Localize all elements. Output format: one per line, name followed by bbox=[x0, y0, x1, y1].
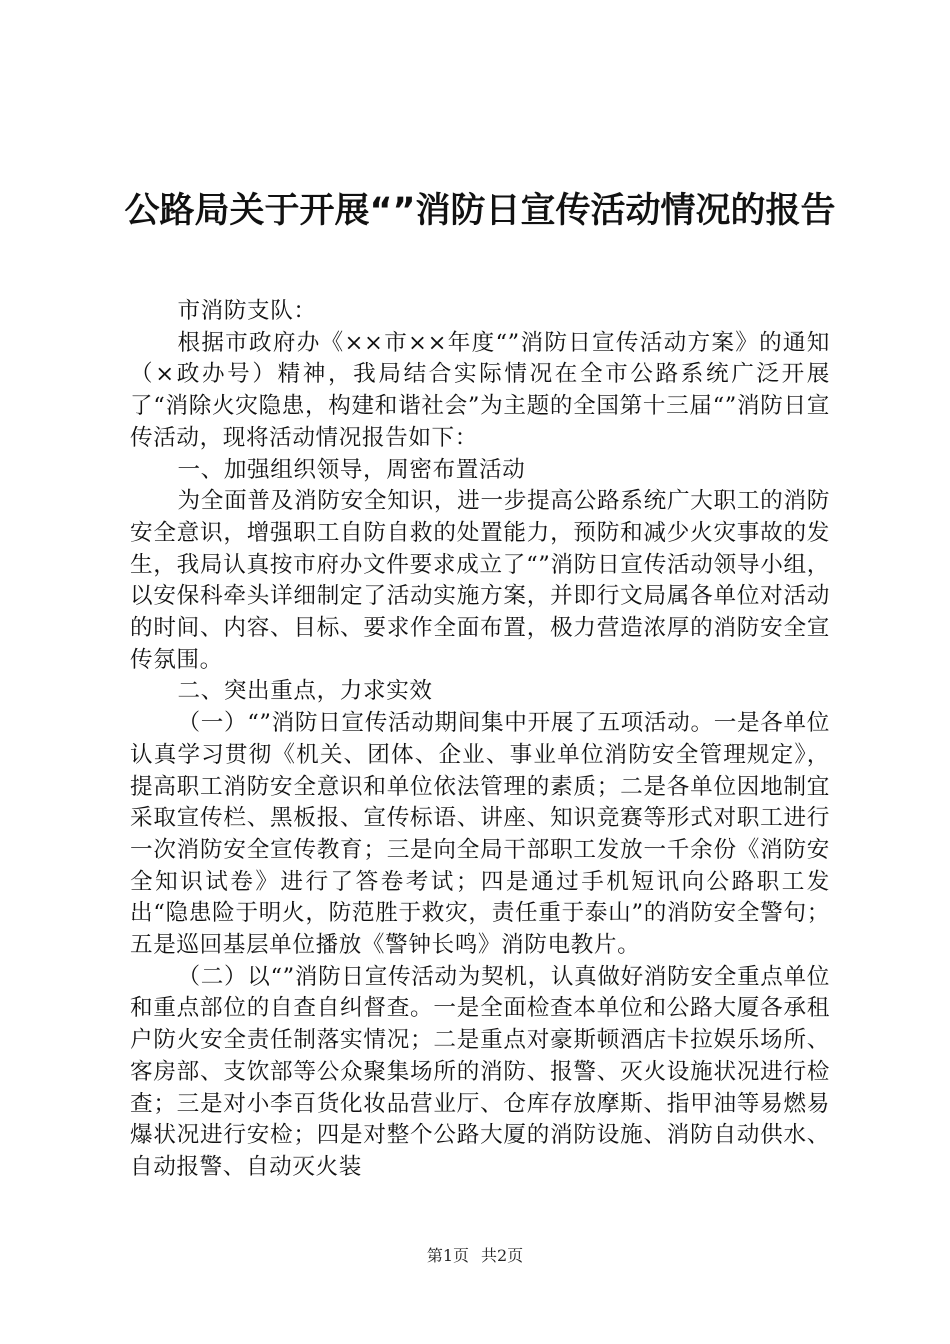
paragraph-section-1: 为全面普及消防安全知识，进一步提高公路系统广大职工的消防安全意识，增强职工自防自救的处置能力，预防和减少火灾事故的发生，我局认真按市府办文件要求成立了“”消防日宣传活动领导小组，以安保科牵头详细制定了活动实施方案，并即行文局属各单位对活动的时间、内容、目标、要求作全面布置，极力营造浓厚的消防安全宣传氛围。 bbox=[130, 488, 830, 673]
section-heading-1: 一、加强组织领导，周密布置活动 bbox=[177, 456, 526, 483]
document-title: 公路局关于开展“”消防日宣传活动情况的报告 bbox=[124, 191, 836, 231]
document-body bbox=[130, 296, 830, 1184]
paragraph-subsection-2: （二）以“”消防日宣传活动为契机，认真做好消防安全重点单位和重点部位的自查自纠督查。一是全面检查本单位和公路大厦各承租户防火安全责任制落实情况；二是重点对豪斯顿酒店卡拉娱乐场所、客房部、支饮部等公众聚集场所的消防、报警、灭火设施状况进行检查；三是对小李百货化妆品营业厅、仓库存放摩斯、指甲油等易燃易爆状况进行安检；四是对整个公路大厦的消防设施、消防自动供水、自动报警、自动灭火装 bbox=[130, 963, 830, 1180]
section-heading-2: 二、突出重点，力求实效 bbox=[177, 678, 433, 705]
greeting: 市消防支队： bbox=[177, 298, 317, 324]
page-footer bbox=[0, 1246, 950, 1266]
paragraph-subsection-1: （一）“”消防日宣传活动期间集中开展了五项活动。一是各单位认真学习贯彻《机关、团体、企业、事业单位消防安全管理规定》，提高职工消防安全意识和单位依法管理的素质；二是各单位因地制宜采取宣传栏、黑板报、宣传标语、讲座、知识竞赛等形式对职工进行一次消防安全宣传教育；三是向全局干部职工发放一千余份《消防安全知识试卷》进行了答卷考试；四是通过手机短讯向公路职工发出“隐患险于明火，防范胜于救灾，责任重于泰山”的消防安全警句；五是巡回基层单位播放《警钟长鸣》消防电教片。 bbox=[130, 710, 830, 959]
page-number: 第1页 bbox=[426, 1246, 469, 1265]
paragraph-intro: 根据市政府办《××市××年度“”消防日宣传活动方案》的通知（×政办号）精神，我局结合实际情况在全市公路系统广泛开展了“消除火灾隐患，构建和谐社会”为主题的全国第十三届“”消防日宣传活动，现将活动情况报告如下： bbox=[130, 329, 830, 451]
page-total: 共2页 bbox=[481, 1246, 524, 1265]
